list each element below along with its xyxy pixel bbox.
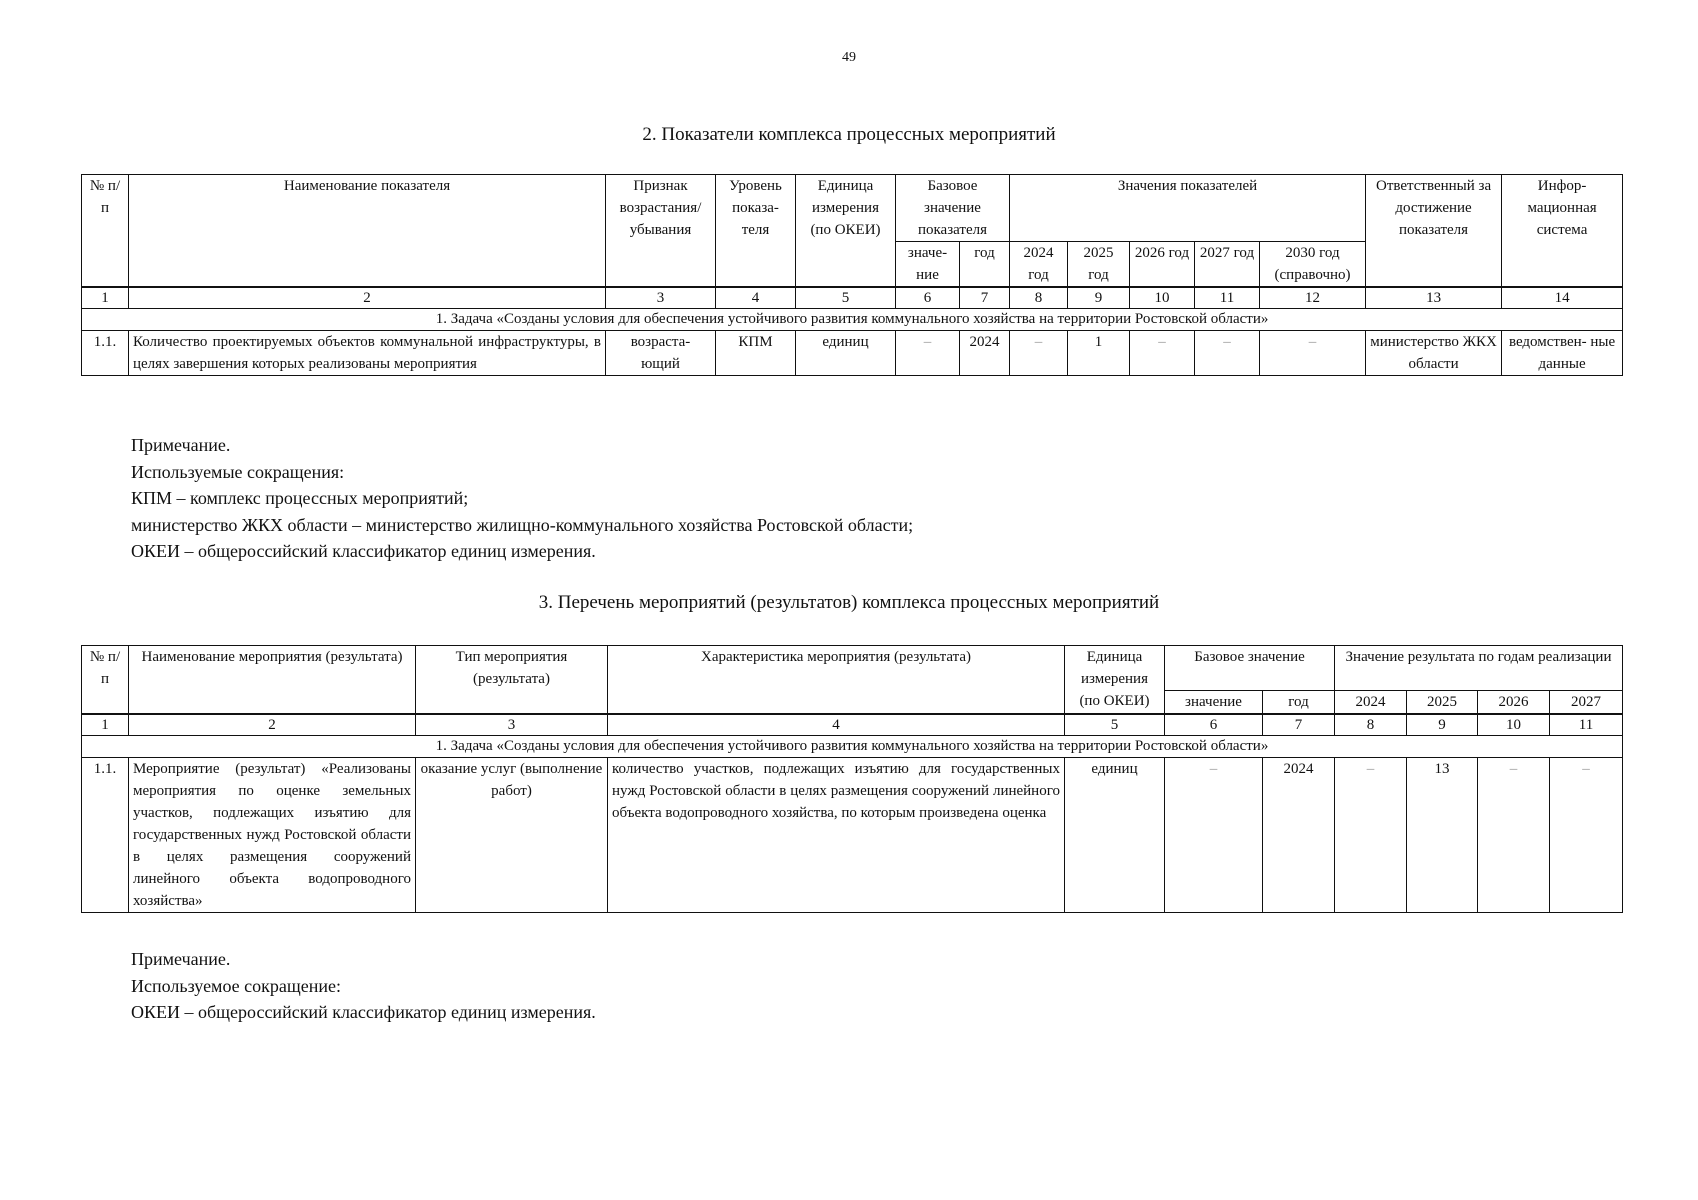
col-number: 6 [1165, 714, 1263, 736]
row-info-system: ведомствен- ные данные [1502, 331, 1623, 376]
row-level: КПМ [716, 331, 796, 376]
header-2027: 2027 [1550, 691, 1623, 715]
row-2024: – [1335, 758, 1407, 913]
col-number: 5 [796, 287, 896, 309]
row-unit: единиц [1065, 758, 1165, 913]
row-characteristic: количество участков, подлежащих изъятию для государственных нужд Ростовской области в целях размещения сооружений линейного объекта водопроводного хозяйства, по которым произведена оценка [608, 758, 1065, 913]
column-numbers-row [82, 287, 1623, 309]
task-title: 1. Задача «Созданы условия для обеспечения устойчивого развития коммунального хозяйства на территории Ростовской области» [82, 309, 1623, 331]
header-2025: 2025 год [1068, 242, 1130, 288]
col-number: 14 [1502, 287, 1623, 309]
row-base-year: 2024 [1263, 758, 1335, 913]
note-line: Примечание. [131, 949, 231, 969]
header-2030: 2030 год (справочно) [1260, 242, 1366, 288]
header-base: Базовое значение показателя [896, 175, 1010, 242]
row-base-value: – [896, 331, 960, 376]
col-number: 13 [1366, 287, 1502, 309]
header-unit: Единица измерения (по ОКЕИ) [796, 175, 896, 288]
header-2027: 2027 год [1195, 242, 1260, 288]
header-base-value: значение [1165, 691, 1263, 715]
measures-table-title: 3. Перечень мероприятий (результатов) комплекса процессных мероприятий [538, 592, 1160, 613]
note-abbreviations-1 [131, 432, 913, 565]
row-num: 1.1. [82, 758, 129, 913]
row-2025: 1 [1068, 331, 1130, 376]
header-level: Уровень показа- теля [716, 175, 796, 288]
indicators-table-title: 2. Показатели комплекса процессных мероприятий [642, 124, 1056, 145]
row-2024: – [1010, 331, 1068, 376]
col-number: 11 [1550, 714, 1623, 736]
row-sign: возраста- ющий [606, 331, 716, 376]
header-base-value: значе- ние [896, 242, 960, 288]
header-result: Значение результата по годам реализации [1335, 646, 1623, 691]
note-line: Используемые сокращения: [131, 461, 345, 482]
header-row [82, 175, 1623, 242]
row-type: оказание услуг (выполнение работ) [416, 758, 608, 913]
header-base: Базовое значение [1165, 646, 1335, 691]
col-number: 3 [416, 714, 608, 736]
page-number: 49 [842, 50, 856, 65]
task-row [82, 309, 1623, 331]
header-values: Значения показателей [1010, 175, 1366, 242]
row-name: Количество проектируемых объектов коммунальной инфраструктуры, в целях завершения которых реализованы мероприятия [129, 331, 606, 376]
header-2024: 2024 год [1010, 242, 1068, 288]
note-line: министерство ЖКХ области – министерство жилищно-коммунального хозяйства Ростовской области; [131, 514, 914, 535]
note-line: ОКЕИ – общероссийский классификатор единиц измерения. [131, 1002, 596, 1022]
header-2025: 2025 [1407, 691, 1478, 715]
row-unit: единиц [796, 331, 896, 376]
header-name: Наименование мероприятия (результата) [129, 646, 416, 715]
col-number: 7 [960, 287, 1010, 309]
col-number: 6 [896, 287, 960, 309]
row-2027: – [1550, 758, 1623, 913]
header-num: № п/п [82, 175, 129, 288]
header-base-year: год [1263, 691, 1335, 715]
header-num: № п/п [82, 646, 129, 715]
header-2026: 2026 год [1130, 242, 1195, 288]
col-number: 5 [1065, 714, 1165, 736]
note-line: Примечание. [131, 435, 231, 455]
col-number: 2 [129, 714, 416, 736]
col-number: 11 [1195, 287, 1260, 309]
col-number: 12 [1260, 287, 1366, 309]
col-number: 4 [716, 287, 796, 309]
row-num: 1.1. [82, 331, 129, 376]
header-base-year: год [960, 242, 1010, 288]
header-type: Тип мероприятия (результата) [416, 646, 608, 715]
header-characteristic: Характеристика мероприятия (результата) [608, 646, 1065, 715]
header-row [82, 646, 1623, 691]
measures-table [81, 645, 1623, 913]
col-number: 9 [1068, 287, 1130, 309]
col-number: 3 [606, 287, 716, 309]
header-info-system: Инфор- мационная система [1502, 175, 1623, 288]
note-abbreviations-2 [131, 946, 596, 1026]
col-number: 10 [1130, 287, 1195, 309]
header-name: Наименование показателя [129, 175, 606, 288]
row-base-year: 2024 [960, 331, 1010, 376]
note-line: ОКЕИ – общероссийский классификатор единиц измерения. [131, 541, 596, 561]
col-number: 10 [1478, 714, 1550, 736]
note-line: КПМ – комплекс процессных мероприятий; [131, 488, 469, 508]
task-title: 1. Задача «Созданы условия для обеспечения устойчивого развития коммунального хозяйства на территории Ростовской области» [82, 736, 1623, 758]
header-2024: 2024 [1335, 691, 1407, 715]
task-row [82, 736, 1623, 758]
col-number: 1 [82, 287, 129, 309]
row-2026: – [1478, 758, 1550, 913]
row-responsible: министерство ЖКХ области [1366, 331, 1502, 376]
col-number: 1 [82, 714, 129, 736]
col-number: 8 [1010, 287, 1068, 309]
row-2027: – [1195, 331, 1260, 376]
row-base-value: – [1165, 758, 1263, 913]
column-numbers-row [82, 714, 1623, 736]
header-unit: Единица измерения (по ОКЕИ) [1065, 646, 1165, 715]
table-row [82, 758, 1623, 913]
row-name: Мероприятие (результат) «Реализованы мероприятия по оценке земельных участков, подлежащих изъятию для государственных нужд Ростовской области в целях размещения сооружений линейного объекта водопроводного хозяйства» [129, 758, 416, 913]
note-line: Используемое сокращение: [131, 975, 341, 996]
col-number: 7 [1263, 714, 1335, 736]
col-number: 2 [129, 287, 606, 309]
col-number: 8 [1335, 714, 1407, 736]
header-sign: Признак возрастания/ убывания [606, 175, 716, 288]
row-2030: – [1260, 331, 1366, 376]
table-row [82, 331, 1623, 376]
col-number: 9 [1407, 714, 1478, 736]
row-2025: 13 [1407, 758, 1478, 913]
row-2026: – [1130, 331, 1195, 376]
header-2026: 2026 [1478, 691, 1550, 715]
col-number: 4 [608, 714, 1065, 736]
indicators-table [81, 174, 1623, 376]
header-responsible: Ответственный за достижение показателя [1366, 175, 1502, 288]
